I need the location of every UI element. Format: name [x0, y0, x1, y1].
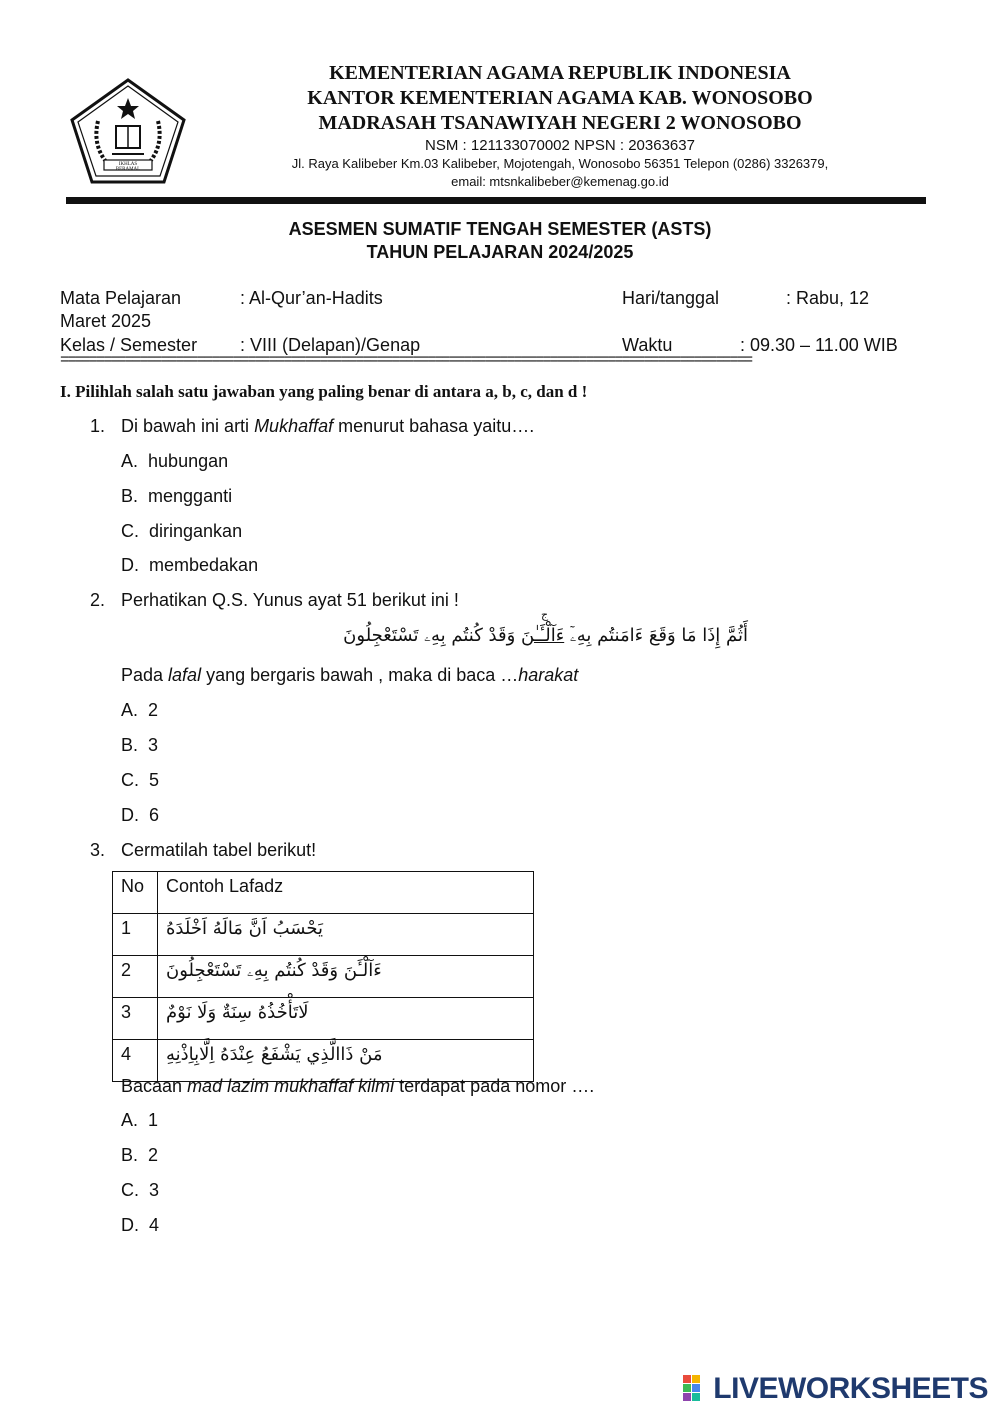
- q1-option-b[interactable]: B. mengganti: [121, 486, 233, 506]
- table-row: [113, 914, 534, 956]
- header-nsm: NSM : 121133070002 NPSN : 20363637: [425, 137, 695, 154]
- q2-option-d[interactable]: D. 6: [121, 805, 160, 825]
- brand-text: LIVEWORKSHEETS: [713, 1372, 988, 1405]
- class-value: : VIII (Delapan)/Genap: [240, 335, 421, 355]
- q3-option-c[interactable]: C. 3: [121, 1180, 160, 1200]
- table-cell-no: 2: [113, 956, 158, 998]
- subject-label: Mata Pelajaran: [60, 288, 182, 308]
- q1-option-d[interactable]: D. membedakan: [121, 555, 259, 575]
- header-line-1: KEMENTERIAN AGAMA REPUBLIK INDONESIA: [329, 62, 791, 84]
- question-2-follow: Pada lafal yang bergaris bawah , maka di baca …harakat: [121, 665, 579, 685]
- class-label: Kelas / Semester: [60, 335, 198, 355]
- exam-year: TAHUN PELAJARAN 2024/2025: [366, 242, 634, 262]
- question-2-text: Perhatikan Q.S. Yunus ayat 51 berikut ini !: [121, 590, 459, 610]
- time-label: Waktu: [622, 335, 673, 355]
- header-line-2: KANTOR KEMENTERIAN AGAMA KAB. WONOSOBO: [307, 87, 813, 109]
- table-header-no: No: [113, 872, 158, 914]
- header-line-3: MADRASAH TSANAWIYAH NEGERI 2 WONOSOBO: [318, 112, 802, 134]
- question-3-follow: Bacaan mad lazim mukhaffaf kilmi terdapat pada nomor ….: [121, 1076, 595, 1096]
- liveworksheets-brand[interactable]: [683, 1372, 988, 1406]
- table-cell-lafadz: لَاتَأْخُذُهُ سِنَةٌ وَلَا نَوْمٌ: [158, 998, 534, 1040]
- q3-option-a[interactable]: A. 1: [121, 1110, 159, 1130]
- table-cell-no: 1: [113, 914, 158, 956]
- table-header-lafadz: Contoh Lafadz: [158, 872, 534, 914]
- liveworksheets-logo-icon: [683, 1375, 709, 1401]
- table-cell-no: 4: [113, 1040, 158, 1082]
- table-cell-lafadz: مَنْ ذَاالَّذِي يَشْفَعُ عِنْدَهُ اِلَّابِاِذْنِهِ: [158, 1040, 534, 1082]
- logo-banner: IKHLAS BERAMAL: [115, 162, 141, 172]
- question-1-text: Di bawah ini arti Mukhaffaf menurut bahasa yaitu….: [121, 416, 535, 436]
- section-heading: I. Pilihlah salah satu jawaban yang paling benar di antara a, b, c, dan d !: [60, 382, 588, 401]
- q3-option-d[interactable]: D. 4: [121, 1215, 160, 1235]
- q2-option-b[interactable]: B. 3: [121, 735, 159, 755]
- header-address: Jl. Raya Kalibeber Km.03 Kalibeber, Mojotengah, Wonosobo 56351 Telepon (0286) 3326379,: [291, 156, 829, 171]
- question-3-number: 3.: [90, 840, 106, 860]
- separator-line: ================================================================================================: [60, 352, 752, 369]
- header-divider: [66, 197, 926, 204]
- table-header-row: [113, 872, 534, 914]
- q3-option-b[interactable]: B. 2: [121, 1145, 159, 1165]
- question-3-text: Cermatilah tabel berikut!: [121, 840, 317, 860]
- question-2-number: 2.: [90, 590, 106, 610]
- day-value-continued: Maret 2025: [60, 311, 152, 331]
- table-cell-no: 3: [113, 998, 158, 1040]
- q2-option-a[interactable]: A. 2: [121, 700, 159, 720]
- question-1-number: 1.: [90, 416, 106, 436]
- table-cell-lafadz: ءَآلْـَٔنَ وَقَدْ كُنتُم بِهِۦ تَسْتَعْجِلُونَ: [158, 956, 534, 998]
- lafadz-table: [112, 871, 534, 1082]
- header-email: email: mtsnkalibeber@kemenag.go.id: [451, 174, 669, 189]
- ministry-logo: [68, 76, 188, 186]
- exam-title: ASESMEN SUMATIF TENGAH SEMESTER (ASTS): [288, 219, 712, 239]
- table-cell-lafadz: يَحْسَبُ اَنَّ مَالَهُ اَخْلَدَهُ: [158, 914, 534, 956]
- table-row: [113, 998, 534, 1040]
- quran-verse: أَثُمَّ إِذَا مَا وَقَعَ ءَامَنتُم بِهِۦٓ ءَآلْـَٔـٰنَ وَقَدْ كُنتُم بِهِۦ تَسْتَعْجِلُونَ: [343, 625, 748, 646]
- subject-value: : Al-Qur’an-Hadits: [240, 288, 383, 308]
- table-row: [113, 956, 534, 998]
- q1-option-a[interactable]: A. hubungan: [121, 451, 229, 471]
- q2-option-c[interactable]: C. 5: [121, 770, 160, 790]
- waqf-mark: ج: [541, 609, 549, 621]
- day-label: Hari/tanggal: [622, 288, 720, 308]
- q1-option-c[interactable]: C. diringankan: [121, 521, 243, 541]
- time-value: : 09.30 – 11.00 WIB: [740, 335, 898, 355]
- day-value: : Rabu, 12: [786, 288, 870, 308]
